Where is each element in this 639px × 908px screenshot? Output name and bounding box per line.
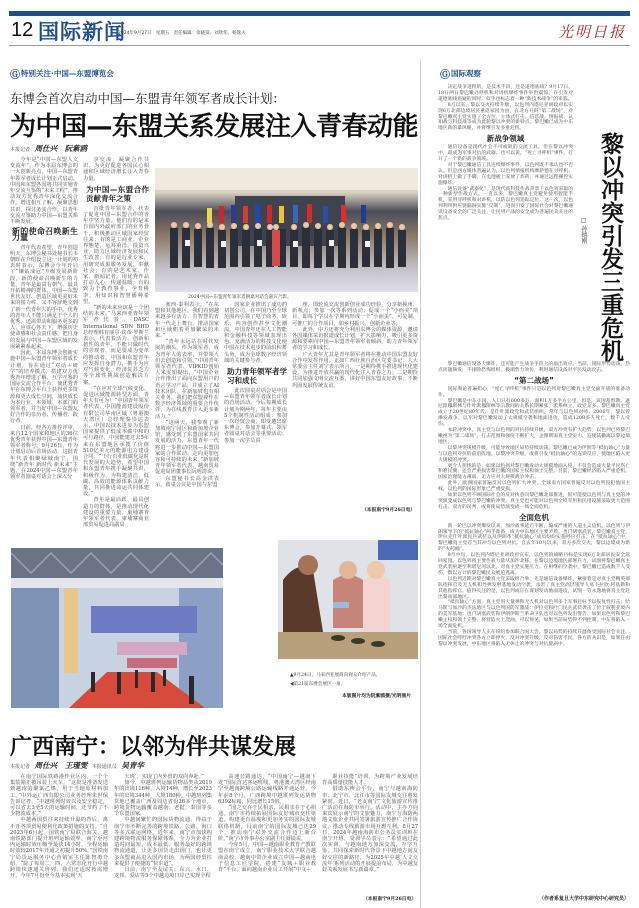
exhibition-hall-illustration — [11, 548, 223, 708]
photo-caption: ◀第21届东博会展区一角。 — [290, 682, 346, 687]
paragraph: 享交流，凝聚合作共识，为更好促进各国民心相通和区域经济增长注入青春力量。 — [83, 157, 149, 182]
editors: 责任编辑：余晓葵、刘欣伟、杨逸夫 — [173, 31, 246, 36]
article-subtitle: 东博会首次启动中国—东盟青年领军者成长计划： — [10, 91, 286, 106]
article2-column — [322, 774, 418, 873]
paragraph: “新的未来应该是一个团结的未来。”马来西亚青年领军者代表、DASC International SDN BHD总经理韩有丽尔·宾帝·罗斯兰表示，代表着活力、创新和韧性的青年，不能只做时代的旁观者，而是要成为变革的推动者。中国和东盟青年应发挥自身潜力，携手为应对气候变化、经济复苏乏力等全球性挑战创造解决方案。 — [83, 305, 149, 386]
paragraph: 广大青年尤其是青年领军者将在推动中国东盟友好合作中发挥作用。正如广西壮族自治区党委书记、人大常委会主任刘宁表示所言，一是期待携手推进现代化建设，为推进开放共赢的现代化注入青春之力；二是期待共同加强文明交流互鉴，讲好中国东盟友好故事，不断巩固发展传统友谊。 — [292, 351, 418, 389]
byline-label: 本报通讯员 — [91, 764, 117, 770]
paragraph: 此次圆桌对话会是中国—东盟青年领军者成长计划的首场活动。今后每期成长计划为期两年，每年主要由5个机制性活动组成：参加一次经贸会商，即受邀出席东博会，参加开幕式、领军者圆桌对话会等重要活动；参加一次学员讲 — [224, 388, 287, 444]
masthead-meta — [118, 30, 246, 36]
author: 吴青华 — [121, 761, 144, 770]
paragraph: 黎巴嫩是中东小国，人口只有600多万，面积1万多平方公里。但是，该国基督教、逊尼派穆斯林与什叶派穆斯林等宗教间的关系长期紧张，派系林立，政党众多。黎巴嫩真主党成立于20世纪80年代，是什叶派政党和武装组织，常年与以色列对峙。2006年，黎以曾爆发战争，以军对黎巴嫩发动了大规模空袭和地面进攻，造成1200多人死亡，数千人受伤。 — [438, 398, 630, 428]
paragraph: 今年5月，中国—越南职业教育产教联盟在南宁成立，南宁职业技术大学联合越南高校、越南中资企业成立中国—越南电子信息工匠学院，搭建“友城＋职业教育”平台，面向越南企业员工开展“中文＋ — [218, 842, 316, 874]
paragraph: 对于黎巴嫩通信工具连续爆炸事件，以色列既不承认也不否认。但是西方媒体普遍认为，以色列情报机构摩萨德在寻呼机、对讲机上做了手脚，在电池板上安放了炸药，并通过远程操控实施爆炸。 — [438, 162, 573, 186]
opinion-tag — [440, 66, 481, 81]
section-tag-label: 特别关注·中国—东盟博览会 — [21, 69, 114, 78]
dateline: （本报南宁9月26日电） — [363, 896, 417, 902]
opinion-column-text — [438, 362, 630, 648]
author-name: 孙德刚 — [580, 225, 587, 244]
newspaper-logo: 光明日报 — [557, 23, 626, 41]
paragraph: 今年是“中国—东盟人文交流年”。作为本届东博会的一大创新亮点，中国—东盟青年领军者成长计划正式启动。中国和东盟各国将共同实施青年交流互鉴的“未来工程”，推动双方优秀青年深化交流合作，增进相互了解，凝聚思想共识，探讨务实合作，以青年交流互鉴助力中国—东盟关系不断发展。 — [10, 157, 78, 226]
paragraph: 更令人担忧的是，如果以色列对黎巴嫩发动大规模地面入侵，不仅会造成大量平民伤亡和难民潮，还会严重损害黎巴嫩的国家主权和领土完整。目前，黎巴嫩经济陷入严重危机，国家治理能力薄弱，无力应对大规模战争冲击。 — [438, 463, 630, 481]
paragraph: 中越两国贸往来持续升温的背后，离不开各项贸易便利化政策措施的支持。“自2023年6月起，国铁南宁局联合海关、越南铁路部门提升班列运输效率，南宁至河内运输时效压缩至最快14小时，全程运输时效较2017年开通之初提升50%。”国铁南宁局货运服务中心营销室主任陈智勇介绍，“除了每周二、四、六常态化开行中越跨境快速通关班列，我们还适时按需增开，今年7月份至今基本实现‘天 — [10, 817, 108, 880]
paragraph: 如今，中越班列运输货物品类从2019年的出境116种、入境14种，增长至2023年的出境344种、入境180种。中越班列集货地已覆盖广西及周边省份26多个地市，跨境货物运输覆盖越南、老挝、泰国等多个东盟国家。 — [114, 780, 212, 818]
opinion-title: 黎以冲突引发三重危机 — [597, 132, 624, 362]
paragraph: 职业技能”培训，为跨境产业发展培育高质量技能人才。 — [322, 774, 418, 787]
paragraph: 决定战争进程的，是技术手段，还是道德底线？9月17日、18日两日黎巴嫩寻呼机和对讲机爆炸事件举世震惊，在引发对道德底线质疑的同时，似乎也标志着一种“新技术战争”的来临。 — [438, 85, 573, 102]
paragraph: 因此，本届东博会创新实施中国—东盟青年领军者成长计划，旨在通过“对话＋研学”的培养模式，搭建双方优秀青年增进了解、互学互鉴的国际交流合作平台，使优秀青年在东博会平台上获得更多资源和更大成长空间，加快成长为本行业、本领域、本部门的领军者，并当好中国—东盟友好合作的亲历者、传播者、践行者。 — [10, 350, 78, 425]
issue-date: 2024年9月27日 — [118, 31, 152, 36]
paragraph: 通信设备“武器化”，是现代高科技作战背景下以色列采取的一种新型作战方式。一直以来，黎巴嫩真主党避免使用智能手机，采用寻呼机和对讲机，以防以色列追踪定位。这一次，以色列利用供应链漏洞实施“反制”，进而引发了国际社会对黎巴嫩通讯设备安全的广泛关注，让民用产品的安全成为普遍民众关注的焦点。 — [438, 186, 573, 222]
paragraph: 国家企业推出了成功的初创公司，在中国乃至全球范围内引领了电子商务、娱乐、内容创作甚至文化潮流。中国青年还在人工智能和金融科技等领域表现出色。充满活力的科技文化使中国在技术进步的前沿积蓄头角，成为全球数字经济领域的关键参与者。 — [224, 302, 287, 364]
paragraph: “抵抗轴心”方面，真主党用大量弹和无人机对以色列多个军事目标予以报复性打击；哈马斯与加沙的杰法地区与以色列国防军激战；伊拉克和叶门民兵武装袭击了位于叙利亚境内的美军基地；也门胡塞武装和伊朗伊斯兰革命卫队也对以色列发出警告。如果以色列和黎巴嫩主权和领土完整，将营造火上浇油。可以预见，如果当前局势得不到控制，中东将陷入一场全面危机。 — [438, 600, 630, 630]
author: 阮紫鸥 — [64, 144, 88, 153]
photo-exhibition-hall — [11, 548, 223, 708]
paragraph: 座，即轮流交流创新创业成功经验，分享新视角、新观点；参加一次等系列活动；促成一个“小而美”项目，即每个学员在学期内形成一个“小而美”、可复制、可推广的合作项目，如乡村振兴、创新企业等。 — [292, 302, 418, 327]
paragraph: 以黎冲突规模升级，可能导致地区局势持续动荡。黎巴嫩已成为伊朗等“抵抗轴心”力量与以色列对抗的前沿阵地。以黎冲突升级，或将引发“抵抗轴心”的连锁反应，使地区陷入更大规模的冲突。 — [438, 445, 630, 463]
opinion-subhead: “第二战场” — [514, 375, 554, 385]
paragraph: 首批青年领军者，代表了促进中国—东盟合作的青年中坚力量。他们有的是来自国内外政府部门的业务骨干，积极推动区域国家经贸往来；有的是工商业、企业界翘楚，运筹重洋、投资兴业，助力区域经济发展和民生改善；有的是行业专家，用研究成果服务发展，奉献社会；有的是艺术家、作家、新闻记者，用优秀作品打动人心，传递温暖；有的致力于教育事业，孕育桃李，用知识和智慧播种希望。 — [83, 205, 149, 305]
opinion-author — [579, 217, 588, 244]
g-logo-icon: Ⓖ — [440, 70, 450, 81]
paragraph: 中越间繁忙的国际货物流通，得益于南宁市不断完善的跨境铁路、公路、海口等多式联运网络。近年来，南宁市加快构建跨境物流服务保障体系，全力为企业打造时间最短、成本最低、服务最好的跨境物流通道，让更多国货走出国门，也让更多东盟商品进入国内市场，为两国经贸往来提供了便捷的“快车道”。 — [114, 817, 212, 867]
paragraph: 此外，中方还将充分利用东博会的媒体资源，邀请各国媒体采访报道成长计划，扩大影响力，吸引更多资源和要素向中国—东盟青年领军者倾斜，助力青年领军者的学习和成长。 — [292, 326, 418, 352]
subhead: 助力青年领军者学习和成长 — [227, 367, 287, 386]
subhead: 新的使命召唤新生力量 — [12, 227, 78, 243]
paragraph: 东盟秘书长高金洪表示，圆桌会议是中国与东盟 — [155, 475, 219, 488]
paragraph: 日前，经各方推荐评审，来自12个国家和地区的36位优秀青年获得中国—东盟青年领军者称号。9月26日，作为计划启动后首场活动，这批青年代表相聚绿城南宁，围绕“新青年 新时代 新未来”主题，在2024中国—东盟青年领军者圆桌对话会上深入分 — [10, 424, 78, 481]
opinion-tag-label: 国际观察 — [451, 69, 481, 78]
paragraph: “国之交在于民相亲，民相亲在于心相通。南宁市持续拓展国际友好城市交往渠道，构建更有温度和更加务实的国际友城联络机制，目前南宁的国际友城已达29个，推动南宁对外交流合作迈上新台阶。”南宁市外事办公室副主任聂镜说。 — [218, 805, 316, 843]
group-photo-illustration — [155, 168, 418, 292]
dateline: （本报南宁9月26日电） — [362, 507, 416, 513]
byline-label: 本报记者 — [10, 764, 31, 770]
paragraph: “青年永远站在时代发展的潮头。作为领军者，成为青年人的表率，并带领人们去创造和引领。”中国青年领军者代表、VIPKID创始人米雯娟提出，“中国企业合作推出了面向东盟用户的语言学习产品，并成立了AI技术团队，在新加坡也有相关业务。我们把东盟视作在数字经济领域的重要合作伙伴，为在线教育注入更多新活力。” — [155, 339, 219, 420]
paragraph: 青年是最活跃、最具创造力的群体，是推动现代化建设的重要力量。柬埔寨青年领军者代表、柬埔寨商业部贸易促进局副局 — [83, 497, 149, 529]
photo-caption: ▲9月24日，马来西亚展商向观众介绍产品。 — [290, 673, 381, 678]
paragraph: 塞西·泰利表示，“在东盟和其他地区，我们看到越来越多有活力、有智慧的青年一代走上舞台，推动国家和区域朝着更加繁荣的未来。” — [155, 302, 219, 340]
paragraph: 目前，南宁至友谊关、东兴、水口、龙邦、爱店等5个中越边境口岸已实现全程 — [114, 867, 212, 880]
paragraph: 国际舆论普遍担心，“死亡寻呼机”事件只是以色列对黎巴嫩真主党全面开战的准备动作。 — [438, 386, 630, 398]
article2-column — [10, 774, 108, 879]
paragraph: 天班’，实现了内外贸的双向奔赴。” — [124, 774, 204, 780]
opinion-subhead: 新战争领域 — [486, 134, 525, 144]
section-title: 国际新闻 — [38, 20, 126, 44]
byline-label: 本报记者 — [10, 147, 31, 153]
booth-photo-illustration — [278, 540, 418, 659]
article-column — [292, 302, 418, 389]
paragraph: 黎巴嫩通信设备大爆炸，还可能产生战争手段上的溢出效应。当前，国际形势动荡，热点问题频发，不排除恐怖组织、极端势力效仿，利用通信设备对平民发动攻击。 — [438, 362, 630, 373]
author-affiliation: （作者系复旦大学中东研究中心研究员） — [538, 896, 629, 902]
paragraph: 在南宁国际铁路港作业区内，一个个集装箱正被吊装上火车。“这批是准备发送到越南的聚氯乙烯，用于当地原材料加工。”中外运广西有限公司业务经理朱世保告诉记者，“中越班列时效以及安全稳定，可以省去3至5天的运输时间，还节约了不少物流成本。” — [10, 774, 108, 818]
article-column — [224, 302, 287, 444]
paragraph: “这两天，我参观了新加坡南宁园区和新加坡企业馆，感受到了东盟国家共同发展的活力，东盟青年一代将进一步推动中国—东盟国家的合作联动，走向更加包容和可持续的未来。”新加坡青年领军者代表、越南贸易促进局团董事长阮明清说。 — [155, 419, 219, 476]
section-tag — [10, 66, 114, 81]
paragraph: 借助东博会平台，南宁与越南海防市、北宁市、北江市等国际友城交往愈发紧密。近日，“老友南宁”文化旅游宣传推广活动在海防市举行。活动中，主办方向来宾展示南宁的文旅魅力，南宁与海防两地文旅企业共同签署旅游宣传推广合作协议，推动专线旅游市场互惠互利。8月27日，2024年越南海防市公务员实训班在南宁开班，受训学员表示：“希望通过此次实训，与越南地方加深交流，互学互鉴，共同探索新时代背景下中越地方间友好交往的新路径，为2025年中越‘人文交流年’系列活动的开展提前布局，为中越友好关系发展书写新篇章。” — [322, 786, 418, 874]
author: 王瑾雯 — [64, 761, 88, 770]
paragraph: 8月以来，黎以交火持续升级，以色列内塔尼亚胡政府以实现6万北部边境居民重返家园为由，在北方开辟“第二战场”，对黎巴嫩真主党实施了全方位、立体式打击。信息战、情报战、认知战与科技战等成为此轮黎以冲突的新特点。黎巴嫩已成为中东地区新的暴风眼，并将继引发多重危机。 — [438, 102, 573, 132]
paragraph: 新一轮巴以冲突爆发以来，加沙战事延宕不断，煽成严重的人道主义危机。以色列与伊朗领导下的“抵抗轴心”两手准备，成为中东地区主要矛盾。也门胡塞武装、黎巴嫩真主党、伊拉克什叶派民兵武装以及伊朗革“抵抗轴心”成员纷纷实施呼应打击。在“抵抗轴心”中，黎巴嫩真主党首当其冲与以色列对抗。自去年10月以来，双方多次交火，黎以边境成为新的“火药桶”。 — [438, 523, 630, 553]
paragraph: 9月中旬，以色列内塔尼亚胡政府宣布，以色列的战略目标是实现6万北部居民安全返回家园。以色列将主要作战力量从加沙北移，在黎以边境地区部署兵力，试图将黎巴嫩真主党武装驱逐至利塔尼河以北，对真主党实施压力。在相继的空袭中，黎巴嫩已造成数千人受伤，数以万计的黎巴嫩民众被迫逃离。 — [438, 553, 630, 576]
author: 周仕兴 — [34, 761, 58, 770]
paragraph: “在应对全球气候变化、促进区域能源转型方面，青年大有可为！”中国青年领军者代表、中国能源建设股份有限公司华南区域（粤港澳大湾区）总经理秦崇达表示，中国以技术进步为东盟国家提供了低成本碳中和的可行路径，中国能建过去5年来在东盟地区承揽了价值510亿美元的能源电力建设合同。“千行百业低碳化是时代发展的大趋势，希望中国和东盟青年携手凝聚共识，积极作为，为构建清洁、低碳、高效的能源体系贡献力量，共同推进命运共同体建设。” — [83, 385, 149, 498]
article2-column — [114, 774, 212, 879]
paragraph: 通信设备是现代社会不可或缺的交流工具，但在黎以冲突中，却成为军事对抗的武器。也可以说，“死亡寻呼机”事件，打开了一个新的战争领域。 — [438, 145, 573, 162]
page-number: 12 — [11, 19, 34, 41]
opinion-subhead: 全面危机 — [519, 512, 549, 522]
author: 周仕兴 — [34, 144, 58, 153]
paragraph: 此外，欧洲国家普遍反对以色列扩大冲突，全球南方国家普遍反对以色列侵犯他国主权，以色列的国际形象已严重受损。 — [438, 481, 630, 493]
photo-credit: 本版图片均为阮紫鸥摄/光明图片 — [342, 694, 411, 699]
photo-group — [155, 168, 418, 292]
paragraph: 如果以色列不顾国际社会的反对执意向黎巴嫩北部推进，很可能使以色列与真主党的冲突演变成以色列与黎巴嫩的冲突，真主党也可能对以色列全境军用和民用设施采取更大范围打击。双方的误判，或将使局势演变成一场全面危机。 — [438, 493, 630, 510]
article2-headline: 广西南宁：以邻为伴共谋发展 — [10, 735, 297, 760]
article-headline: 为中国—东盟关系发展注入青春动能 — [10, 112, 419, 142]
paragraph: 高速公路通达，“中国南宁—越南下龙”国际直达客运班线、粤港澳大湾区经南宁至越南跨境公路运输线路开通运营。今年前8个月，广西跨境中越班列发运货物6392标箱，同比增长15倍。 — [218, 774, 316, 805]
photo-caption: 2024中国—东盟青年领军者圆桌对话会嘉宾合影。 — [188, 295, 292, 300]
opinion-intro — [438, 85, 573, 222]
g-logo-icon: Ⓖ — [10, 70, 20, 81]
masthead — [9, 16, 630, 46]
author-mark: □ — [580, 217, 587, 224]
issue-weekday: 星期五 — [155, 31, 170, 36]
photo-booth — [278, 540, 418, 659]
photo-captions — [290, 671, 380, 689]
paragraph: 本轮冲突中，真主党与以色列的对抗持续升级，双方冲突有扩大趋势。以色列已将黎巴嫩视为“第二战场”，打击范围和强度不断扩大，企图削弱真主党实力，迫使其撤离以黎边境地区。 — [438, 428, 630, 445]
paragraph: 当前，各国领导人正在纽约参加联合国大会。黎以局势的持续升温备受国际社会关注，国际社会呼吁冲突各方立即停火，反对冲突升级，反对伤害平民。各方的共识是，如果任由黎以冲突发展，中东地区将陷入无休止的冲突与对抗旋涡中。 — [438, 629, 630, 647]
article2-column — [218, 774, 316, 873]
article-column — [155, 302, 219, 488]
article2-byline — [10, 760, 147, 771]
article-column — [83, 157, 149, 528]
subhead: 为中国—东盟合作贡献青年之策 — [86, 184, 149, 203]
byline — [10, 143, 90, 154]
paragraph: 以色列近期对黎巴嫩真主党采取组合拳，先是通信设备爆炸，紧接着是对真主党精英部队指挥官及无人机和导弹发射基地发动空袭，杀害了真主党高层领导人易卜拉欣·阿基勒和其他指挥官。值得关注的是，以色列或正在谋划发动地面进攻，试图一劳永逸地将真主党赶出黎南部地区。 — [438, 576, 630, 600]
paragraph: 青年代表希望，青年创造明天。东博会秘书处秘书长韦朝晖在介绍设立这一计划的初衷时表示，东博会今年开启了“镶钻成冠”升级发展新阶段，新的使命召唤新生的力量。青年是最富有朝气、最具开拓精神的群体，中国—东盟世代友好、创造区域更美好未来的接力棒，又不容辞地交到了新一代青年人的手中。优秀的青年人不能只满足于个人的优秀，还需带动和服务更多的人，应该心怀天下，增强历史使命感和社会责任感，把自身的发展与中国—东盟区域的发展紧紧系起来。 — [10, 244, 78, 350]
article-column — [10, 157, 78, 480]
